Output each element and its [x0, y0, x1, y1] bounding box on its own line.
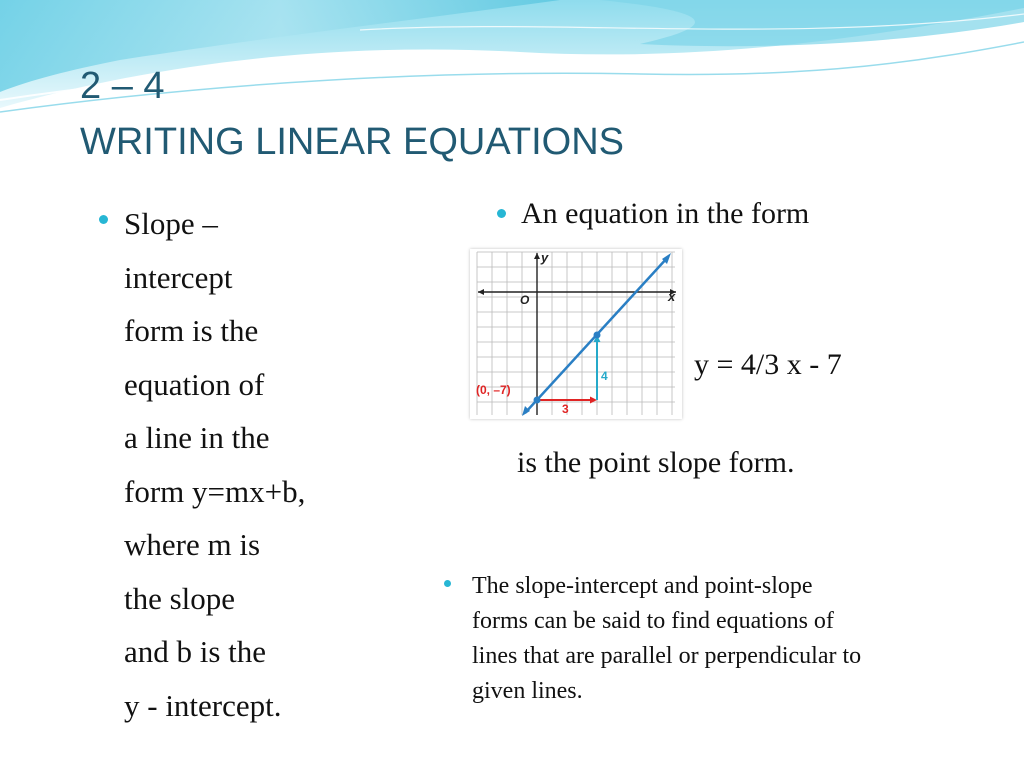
note-line: forms can be said to find equations of [472, 608, 834, 634]
definition-line: y - intercept. [124, 687, 282, 723]
second-point [594, 332, 601, 339]
equation-description: is the point slope form. [517, 446, 795, 479]
definition-line: intercept [124, 259, 233, 295]
slope-intercept-definition [124, 197, 404, 732]
origin-label: O [520, 293, 530, 307]
y-axis-label: y [541, 250, 549, 265]
point-slope-equation: y = 4/3 x - 7 [694, 348, 842, 381]
bullet-icon [444, 580, 451, 587]
run-label: 3 [562, 402, 569, 416]
definition-line: form is the [124, 313, 259, 348]
page-title: WRITING LINEAR EQUATIONS [80, 121, 625, 163]
definition-line: equation of [124, 366, 265, 402]
title-number: 2 – 4 [80, 65, 165, 107]
note-line: lines that are parallel or perpendicular to [472, 643, 862, 669]
forms-note [472, 569, 982, 709]
rise-label: 4 [601, 369, 608, 383]
note-line: The slope-intercept and point-slope [472, 573, 813, 599]
definition-line: and b is the [124, 634, 267, 669]
x-axis-arrow-icon [478, 289, 484, 295]
y-axis-arrow-icon [534, 253, 540, 259]
bullet-icon [497, 209, 506, 218]
x-axis-label: x [668, 289, 676, 304]
definition-line: form y=mx+b, [124, 473, 306, 509]
point-label: (0, –7) [476, 383, 511, 397]
bullet-icon [99, 215, 108, 224]
run-arrow-head-icon [590, 397, 597, 404]
line-graph [470, 249, 682, 419]
definition-line: where m is [124, 527, 261, 562]
definition-line: Slope – [124, 206, 218, 241]
definition-line: the slope [124, 580, 236, 616]
equation-intro: An equation in the form [521, 197, 810, 230]
y-intercept-point [534, 397, 541, 404]
definition-line: a line in the [124, 420, 270, 455]
note-line: given lines. [472, 678, 583, 704]
